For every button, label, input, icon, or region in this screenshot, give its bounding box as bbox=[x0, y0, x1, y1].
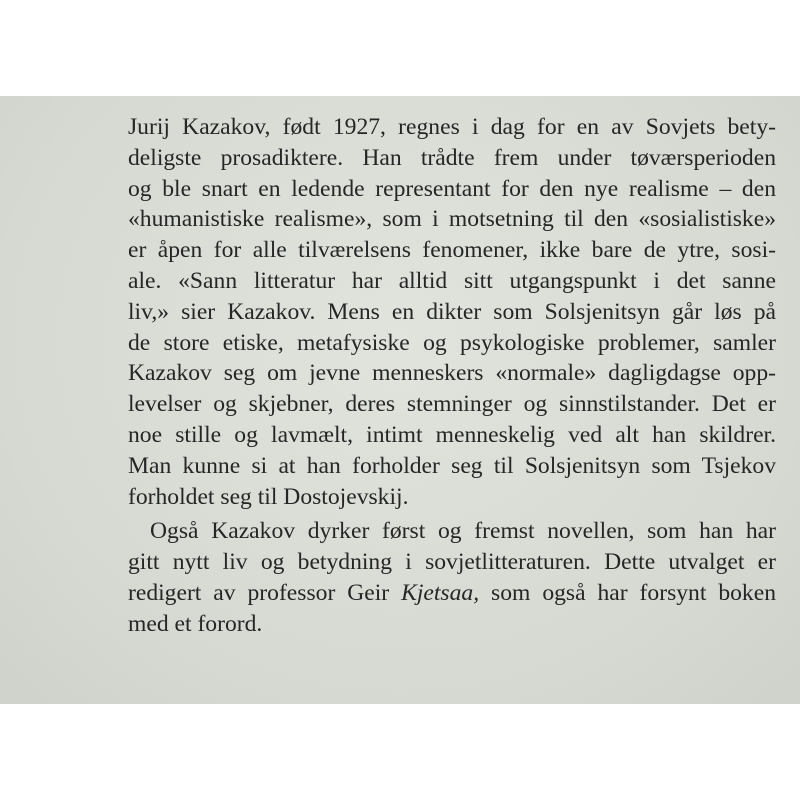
text-fragment: redigert av professor Geir bbox=[128, 579, 402, 606]
text-line: noe stille og lavmælt, intimt menneskelig ved alt han skildrer. bbox=[128, 421, 776, 448]
italic-name: Kjetsaa, bbox=[401, 579, 480, 606]
text-line: Jurij Kazakov, født 1927, regnes i dag for en av Sovjets bety- bbox=[128, 114, 776, 140]
text-body bbox=[128, 112, 776, 640]
text-line: de store etiske, metafysiske og psykologiske problemer, samler bbox=[128, 329, 776, 356]
text-line: levelser og skjebner, deres stemninger og sinnstilstander. Det er bbox=[128, 391, 776, 418]
text-line: liv,» sier Kazakov. Mens en dikter som Solsjenitsyn går løs på bbox=[128, 298, 776, 325]
book-page bbox=[0, 96, 800, 704]
paragraph-1 bbox=[128, 112, 776, 512]
text-line-with-italic bbox=[128, 578, 776, 609]
text-line: ale. «Sann litteratur har alltid sitt utgangspunkt i det sanne bbox=[128, 267, 776, 294]
paragraph-2 bbox=[128, 516, 776, 639]
text-line: Man kunne si at han forholder seg til Solsjenitsyn som Tsjekov bbox=[128, 452, 776, 479]
text-line: forholdet seg til Dostojevskij. bbox=[128, 483, 409, 510]
text-line: «humanistiske realisme», som i motsetning til den «sosialistiske» bbox=[128, 206, 776, 233]
text-line: gitt nytt liv og betydning i sovjetlitteraturen. Dette utvalget er bbox=[128, 549, 776, 576]
text-line: Også Kazakov dyrker først og fremst novellen, som han har bbox=[150, 518, 776, 545]
text-line: Kazakov seg om jevne menneskers «normale» dagligdagse opp- bbox=[128, 360, 776, 387]
text-line: og ble snart en ledende representant for den nye realisme – den bbox=[128, 175, 776, 202]
text-line: er åpen for alle tilværelsens fenomener, ikke bare de ytre, sosi- bbox=[128, 237, 776, 264]
text-fragment: som også har forsynt boken bbox=[479, 579, 776, 606]
text-line: deligste prosadiktere. Han trådte frem under tøværsperioden bbox=[128, 144, 776, 171]
text-line: med et forord. bbox=[128, 610, 263, 637]
